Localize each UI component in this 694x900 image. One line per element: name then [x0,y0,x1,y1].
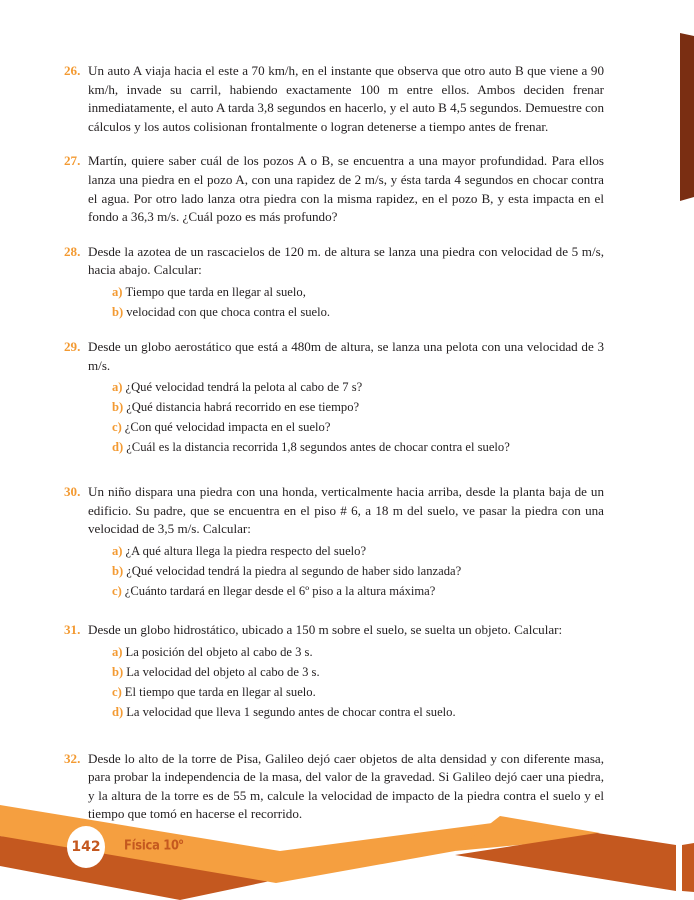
subitem [112,682,604,702]
subitem-letter: c) [112,420,122,435]
footer-band-edge-tab [682,843,694,892]
subitem-list [112,282,604,322]
subitem-text: ¿Qué distancia habrá recorrido en ese tiempo? [126,400,360,415]
book-title [124,837,183,854]
problem-number: 29. [64,338,81,354]
subitem-letter: d) [112,704,124,719]
subitem [112,541,604,561]
problem-text: Desde un globo hidrostático, ubicado a 150 m sobre el suelo, se suelta un objeto. Calcular: [88,621,563,637]
subitem-letter: a) [112,380,123,395]
problem-32 [64,750,604,824]
subitem-letter: a) [112,543,123,558]
problem-29 [64,338,604,457]
problem-text: Un auto A viaja hacia el este a 70 km/h, en el instante que observa que otro auto B que viene a 90 km/h, invade su carril, habiendo exactamente 100 m entre ellos. Ambos deciden frenar inmediatamente, el auto A tarda 3,8 segundos en hacerlo, y el auto B 4,5 segundos. Demuestre con cálculos y los autos colisionan frontalmente o logran detenerse a tiempo antes de frenar. [88,63,604,134]
subitem-letter: b) [112,304,124,319]
book-title-text: Física 10 [124,837,179,854]
subitem-text: La velocidad que lleva 1 segundo antes de chocar contra el suelo. [126,704,456,719]
problem-27 [64,152,604,226]
subitem-list [112,642,604,722]
subitem [112,302,604,322]
problem-number: 30. [64,484,81,500]
subitem [112,282,604,302]
page-number: 142 [71,839,101,855]
subitem [112,642,604,662]
subitem [112,377,604,397]
problem-number: 28. [64,243,81,259]
subitem-letter: c) [112,583,122,598]
subitem-text: ¿Cuánto tardará en llegar desde el 6º piso a la altura máxima? [124,583,436,598]
problem-number: 26. [64,63,81,78]
problem-26 [64,62,604,136]
book-title-superscript: o [178,837,184,846]
subitem-letter: b) [112,400,124,415]
subitem [112,581,604,601]
subitem [112,397,604,417]
problem-number: 27. [64,153,81,169]
subitem [112,662,604,682]
subitem-letter: b) [112,563,124,578]
problem-number: 32. [64,750,81,766]
subitem [112,561,604,581]
problem-28 [64,243,604,322]
subitem-letter: d) [112,440,124,455]
subitem-list [112,541,604,601]
problem-31 [64,621,604,722]
exercise-list [64,62,604,840]
subitem-text: velocidad con que choca contra el suelo. [126,304,331,319]
subitem [112,417,604,437]
problem-30 [64,483,604,601]
subitem-list [112,377,604,457]
subitem-letter: c) [112,684,122,699]
problem-text: Desde la azotea de un rascacielos de 120 m. de altura se lanza una piedra con velocidad de 5 m/s, hacia abajo. Calcular: [88,243,604,278]
problem-text: Desde un globo aerostático que está a 480m de altura, se lanza una pelota con una velocidad de 3 m/s. [88,338,604,373]
subitem-letter: a) [112,284,123,299]
subitem-text: ¿Cuál es la distancia recorrida 1,8 segundos antes de chocar contra el suelo? [126,440,510,455]
subitem [112,437,604,457]
subitem-text: El tiempo que tarda en llegar al suelo. [124,684,316,699]
subitem-letter: a) [112,644,123,659]
problem-text: Martín, quiere saber cuál de los pozos A o B, se encuentra a una mayor profundidad. Para ellos lanza una piedra en el pozo A, con una rapidez de 2 m/s, y ésta tarda 4 segundos en chocar contra el agua. Por otro lado lanza otra piedra con la misma rapidez, en el pozo B, y esta impacta en el fondo a 36,3 m/s. ¿Cuál pozo es más profundo? [88,153,604,225]
problem-number: 31. [64,621,81,637]
subitem-text: Tiempo que tarda en llegar al suelo, [125,284,306,299]
subitem-text: La velocidad del objeto al cabo de 3 s. [126,664,320,679]
page-number-badge [67,826,105,868]
subitem-text: ¿Qué velocidad tendrá la piedra al segundo de haber sido lanzada? [126,563,462,578]
subitem-text: ¿A qué altura llega la piedra respecto del suelo? [125,543,367,558]
problem-text: Un niño dispara una piedra con una honda, verticalmente hacia arriba, desde la planta baja de un edificio. Su padre, que se encuentra en el piso # 6, a 18 m del suelo, ve pasar la piedra con una velocidad de 3,5 m/s. Calcular: [88,484,604,537]
subitem [112,702,604,722]
subitem-text: ¿Qué velocidad tendrá la pelota al cabo de 7 s? [125,380,363,395]
subitem-text: ¿Con qué velocidad impacta en el suelo? [124,420,331,435]
problem-text: Desde lo alto de la torre de Pisa, Galileo dejó caer objetos de alta densidad y con diferente masa, para probar la independencia de la masa, del valor de la gravedad. Si Galileo dejó caer una piedra, y la altura de la torre es de 55 m, calcule la velocidad de impacto de la piedra contra el suelo y el tiempo que tomó en hacerse el recorrido. [88,750,604,822]
subitem-text: La posición del objeto al cabo de 3 s. [125,644,313,659]
subitem-letter: b) [112,664,124,679]
